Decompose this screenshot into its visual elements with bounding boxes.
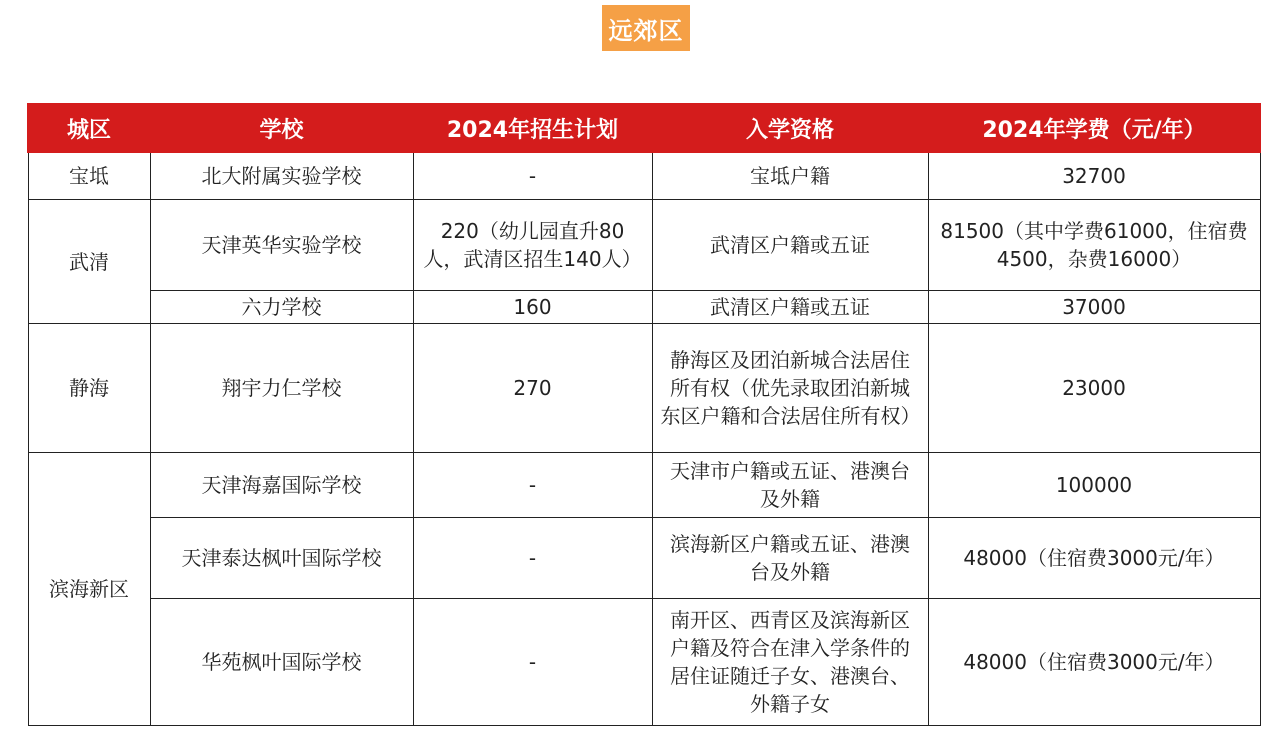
header-plan: 2024年招生计划 xyxy=(413,104,652,152)
plan-cell: - xyxy=(413,599,652,726)
header-district: 城区 xyxy=(28,104,150,152)
fee-cell: 32700 xyxy=(928,152,1260,200)
header-school: 学校 xyxy=(150,104,413,152)
eligibility-cell: 武清区户籍或五证 xyxy=(652,200,928,291)
table-row xyxy=(28,152,1260,200)
fee-cell: 48000（住宿费3000元/年） xyxy=(928,518,1260,599)
district-cell: 武清 xyxy=(28,200,150,324)
plan-cell: - xyxy=(413,152,652,200)
school-cell: 天津海嘉国际学校 xyxy=(150,453,413,518)
plan-cell: 270 xyxy=(413,324,652,453)
fee-cell: 100000 xyxy=(928,453,1260,518)
fee-cell: 81500（其中学费61000，住宿费4500，杂费16000） xyxy=(928,200,1260,291)
fee-cell: 37000 xyxy=(928,291,1260,324)
table-row xyxy=(28,324,1260,453)
plan-cell: 220（幼儿园直升80人，武清区招生140人） xyxy=(413,200,652,291)
table-row xyxy=(28,291,1260,324)
header-fee: 2024年学费（元/年） xyxy=(928,104,1260,152)
table-row xyxy=(28,599,1260,726)
eligibility-cell: 武清区户籍或五证 xyxy=(652,291,928,324)
fee-cell: 23000 xyxy=(928,324,1260,453)
eligibility-cell: 南开区、西青区及滨海新区户籍及符合在津入学条件的居住证随迁子女、港澳台、外籍子女 xyxy=(652,599,928,726)
eligibility-cell: 宝坻户籍 xyxy=(652,152,928,200)
header-eligibility: 入学资格 xyxy=(652,104,928,152)
school-fee-table xyxy=(27,103,1261,726)
eligibility-cell: 天津市户籍或五证、港澳台及外籍 xyxy=(652,453,928,518)
plan-cell: 160 xyxy=(413,291,652,324)
school-cell: 华苑枫叶国际学校 xyxy=(150,599,413,726)
district-cell: 滨海新区 xyxy=(28,453,150,726)
table-row xyxy=(28,518,1260,599)
section-badge: 远郊区 xyxy=(602,5,690,51)
school-cell: 天津泰达枫叶国际学校 xyxy=(150,518,413,599)
table-row xyxy=(28,453,1260,518)
school-cell: 六力学校 xyxy=(150,291,413,324)
district-cell: 静海 xyxy=(28,324,150,453)
table-header-row xyxy=(28,104,1260,152)
plan-cell: - xyxy=(413,518,652,599)
plan-cell: - xyxy=(413,453,652,518)
school-cell: 天津英华实验学校 xyxy=(150,200,413,291)
district-cell: 宝坻 xyxy=(28,152,150,200)
school-cell: 翔宇力仁学校 xyxy=(150,324,413,453)
fee-cell: 48000（住宿费3000元/年） xyxy=(928,599,1260,726)
table-row xyxy=(28,200,1260,291)
school-cell: 北大附属实验学校 xyxy=(150,152,413,200)
eligibility-cell: 滨海新区户籍或五证、港澳台及外籍 xyxy=(652,518,928,599)
eligibility-cell: 静海区及团泊新城合法居住所有权（优先录取团泊新城东区户籍和合法居住所有权） xyxy=(652,324,928,453)
